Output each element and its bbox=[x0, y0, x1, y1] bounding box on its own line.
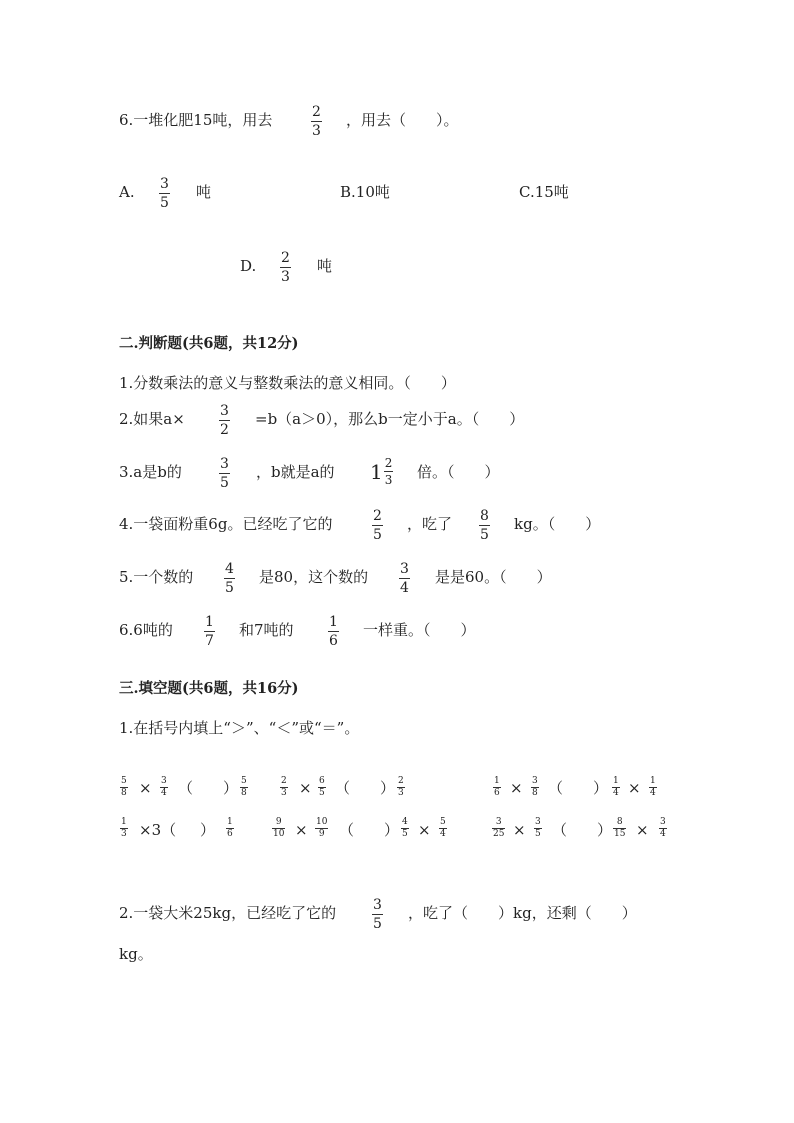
numerator: 2 bbox=[398, 776, 404, 786]
numerator: 3 bbox=[535, 817, 541, 827]
denominator: 4 bbox=[440, 829, 446, 839]
r1e1-fraction-a bbox=[120, 777, 128, 798]
denominator: 5 bbox=[373, 527, 382, 543]
numerator: 2 bbox=[312, 104, 321, 120]
denominator: 7 bbox=[205, 633, 214, 649]
fraction-bar bbox=[384, 471, 394, 472]
numerator: 2 bbox=[281, 250, 290, 266]
fraction-bar bbox=[479, 525, 490, 526]
s2-q6-end: 一样重。（ ） bbox=[363, 621, 476, 639]
denominator: 5 bbox=[373, 916, 382, 932]
s2-q3-start: 3.a是b的 bbox=[119, 463, 182, 481]
q6-option-d-fraction bbox=[280, 251, 291, 284]
s2-q3-fraction bbox=[219, 457, 230, 490]
s2-q2-start: 2.如果a× bbox=[119, 410, 185, 428]
times-sign: × bbox=[510, 779, 523, 797]
denominator: 3 bbox=[121, 829, 127, 839]
denominator: 3 bbox=[281, 788, 287, 798]
times-sign: × bbox=[139, 779, 152, 797]
denominator: 5 bbox=[480, 527, 489, 543]
s2-q5-end: 是是60。（ ） bbox=[435, 568, 552, 586]
denominator: 5 bbox=[319, 788, 325, 798]
r1e1-fraction-c bbox=[240, 777, 248, 798]
r2e3-fraction-b bbox=[534, 818, 542, 839]
times-sign: × bbox=[299, 779, 312, 797]
s3-q2-start: 2.一袋大米25kg，已经吃了它的 bbox=[119, 904, 337, 922]
r2e3-fraction-a bbox=[492, 818, 505, 839]
r2e1-fraction-a bbox=[120, 818, 128, 839]
answer-parentheses: （ ） bbox=[552, 821, 613, 839]
times-sign: × bbox=[513, 821, 526, 839]
numerator: 1 bbox=[227, 817, 233, 827]
fraction-bar bbox=[399, 578, 410, 579]
s2-q6-fraction-1 bbox=[204, 615, 215, 648]
denominator: 5 bbox=[220, 475, 229, 491]
numerator: 8 bbox=[480, 508, 489, 524]
numerator: 5 bbox=[440, 817, 446, 827]
numerator: 2 bbox=[384, 456, 393, 470]
fraction-bar bbox=[372, 914, 383, 915]
r1e2-fraction-b bbox=[318, 777, 326, 798]
answer-parentheses: （ ） bbox=[178, 779, 239, 797]
close-paren: ） bbox=[200, 821, 216, 839]
r1e1-fraction-b bbox=[160, 777, 168, 798]
r2e3-fraction-d bbox=[659, 818, 667, 839]
numerator: 2 bbox=[373, 508, 382, 524]
s2-q5-fraction-1 bbox=[224, 562, 235, 595]
numerator: 3 bbox=[220, 403, 229, 419]
denominator: 3 bbox=[312, 123, 321, 139]
fraction-bar bbox=[224, 578, 235, 579]
s2-q2-end: =b（a＞0），那么b一定小于a。（ ） bbox=[255, 410, 525, 428]
s2-q5-fraction-2 bbox=[399, 562, 410, 595]
denominator: 9 bbox=[318, 829, 325, 839]
r1e3-fraction-d bbox=[649, 777, 657, 798]
s2-q3-mixed-number bbox=[370, 457, 393, 486]
denominator: 15 bbox=[614, 829, 626, 839]
numerator: 3 bbox=[532, 776, 538, 786]
numerator: 1 bbox=[494, 776, 500, 786]
s2-q6-fraction-2 bbox=[328, 615, 339, 648]
s2-q1: 1.分数乘法的意义与整数乘法的意义相同。（ ） bbox=[119, 374, 456, 392]
s2-q4-end: kg。（ ） bbox=[514, 515, 601, 533]
times-sign: × bbox=[418, 821, 431, 839]
denominator: 4 bbox=[161, 788, 167, 798]
denominator: 3 bbox=[398, 788, 404, 798]
s2-q3-end: 倍。（ ） bbox=[417, 463, 500, 481]
denominator: 4 bbox=[650, 788, 656, 798]
numerator: 3 bbox=[220, 456, 229, 472]
denominator: 10 bbox=[273, 829, 285, 839]
s3-q2-middle: ，吃了（ ）kg，还剩（ ） bbox=[408, 904, 637, 922]
denominator: 3 bbox=[384, 473, 393, 487]
fraction-bar bbox=[311, 121, 322, 122]
q6-option-a-label: A. bbox=[119, 183, 135, 201]
denominator: 4 bbox=[400, 580, 409, 596]
numerator: 5 bbox=[241, 776, 247, 786]
denominator: 3 bbox=[281, 269, 290, 285]
denominator: 5 bbox=[225, 580, 234, 596]
numerator: 3 bbox=[160, 176, 169, 192]
s3-q2-fraction bbox=[372, 898, 383, 931]
numerator: 1 bbox=[613, 776, 619, 786]
fraction-part bbox=[384, 457, 394, 486]
r1e3-fraction-c bbox=[612, 777, 620, 798]
r1e3-fraction-a bbox=[493, 777, 501, 798]
numerator: 1 bbox=[650, 776, 656, 786]
s2-q3-middle: ，b就是a的 bbox=[256, 463, 335, 481]
denominator: 6 bbox=[227, 829, 233, 839]
s2-q6-start: 6.6吨的 bbox=[119, 621, 173, 639]
s2-q5-start: 5.一个数的 bbox=[119, 568, 194, 586]
denominator: 6 bbox=[494, 788, 500, 798]
s2-q4-middle: ，吃了 bbox=[407, 515, 453, 533]
q6-stem-fraction bbox=[311, 105, 322, 138]
denominator: 5 bbox=[535, 829, 541, 839]
fraction-bar bbox=[159, 193, 170, 194]
numerator: 2 bbox=[281, 776, 287, 786]
q6-option-a-unit: 吨 bbox=[196, 183, 212, 201]
r2e2-fraction-a bbox=[272, 818, 285, 839]
r1e2-fraction-c bbox=[397, 777, 405, 798]
r1e2-fraction-a bbox=[280, 777, 288, 798]
r2e3-fraction-c bbox=[613, 818, 626, 839]
s2-q4-fraction-2 bbox=[479, 509, 490, 542]
denominator: 6 bbox=[329, 633, 338, 649]
r1e3-fraction-b bbox=[531, 777, 539, 798]
fraction-bar bbox=[219, 420, 230, 421]
numerator: 3 bbox=[400, 561, 409, 577]
section3-title: 三.填空题(共6题，共16分) bbox=[119, 680, 299, 697]
r2e2-fraction-c bbox=[401, 818, 409, 839]
r2e2-fraction-b bbox=[315, 818, 328, 839]
denominator: 5 bbox=[160, 195, 169, 211]
s2-q4-fraction-1 bbox=[372, 509, 383, 542]
times-three-open-paren: ×3（ bbox=[139, 821, 177, 839]
answer-parentheses: （ ） bbox=[335, 779, 396, 797]
s2-q4-start: 4.一袋面粉重6g。已经吃了它的 bbox=[119, 515, 333, 533]
times-sign: × bbox=[295, 821, 308, 839]
numerator: 3 bbox=[660, 817, 666, 827]
numerator: 5 bbox=[121, 776, 127, 786]
s2-q6-middle: 和7吨的 bbox=[239, 621, 294, 639]
fraction-bar bbox=[280, 267, 291, 268]
denominator: 5 bbox=[402, 829, 408, 839]
numerator: 4 bbox=[402, 817, 408, 827]
numerator: 3 bbox=[161, 776, 167, 786]
q6-option-b: B.10吨 bbox=[340, 183, 390, 201]
q6-option-d-label: D. bbox=[240, 257, 257, 275]
times-sign: × bbox=[636, 821, 649, 839]
answer-parentheses: （ ） bbox=[548, 779, 609, 797]
numerator: 3 bbox=[373, 897, 382, 913]
s2-q5-middle: 是80，这个数的 bbox=[259, 568, 369, 586]
numerator: 3 bbox=[495, 817, 502, 827]
numerator: 1 bbox=[205, 614, 214, 630]
denominator: 2 bbox=[220, 422, 229, 438]
numerator: 1 bbox=[329, 614, 338, 630]
numerator: 6 bbox=[319, 776, 325, 786]
s3-q2-end: kg。 bbox=[119, 945, 153, 963]
numerator: 1 bbox=[121, 817, 127, 827]
s2-q2-fraction bbox=[219, 404, 230, 437]
q6-option-a-fraction bbox=[159, 177, 170, 210]
numerator: 8 bbox=[616, 817, 623, 827]
fraction-bar bbox=[219, 473, 230, 474]
q6-option-c: C.15吨 bbox=[519, 183, 569, 201]
times-sign: × bbox=[628, 779, 641, 797]
numerator: 10 bbox=[316, 817, 328, 827]
s3-q1: 1.在括号内填上“＞”、“＜”或“＝”。 bbox=[119, 719, 360, 737]
q6-stem-end: ，用去（ ）。 bbox=[346, 111, 459, 129]
denominator: 8 bbox=[121, 788, 127, 798]
denominator: 8 bbox=[532, 788, 538, 798]
denominator: 4 bbox=[613, 788, 619, 798]
numerator: 9 bbox=[275, 817, 282, 827]
numerator: 4 bbox=[225, 561, 234, 577]
fraction-bar bbox=[204, 631, 215, 632]
fraction-bar bbox=[372, 525, 383, 526]
denominator: 4 bbox=[660, 829, 666, 839]
fraction-bar bbox=[328, 631, 339, 632]
q6-option-d-unit: 吨 bbox=[317, 257, 333, 275]
section2-title: 二.判断题(共6题，共12分) bbox=[119, 335, 299, 352]
denominator: 8 bbox=[241, 788, 247, 798]
r2e1-fraction-c bbox=[226, 818, 234, 839]
answer-parentheses: （ ） bbox=[339, 821, 400, 839]
r2e2-fraction-d bbox=[439, 818, 447, 839]
denominator: 25 bbox=[493, 829, 505, 839]
q6-stem-start: 6.一堆化肥15吨，用去 bbox=[119, 111, 273, 129]
whole-part: 1 bbox=[370, 459, 383, 484]
